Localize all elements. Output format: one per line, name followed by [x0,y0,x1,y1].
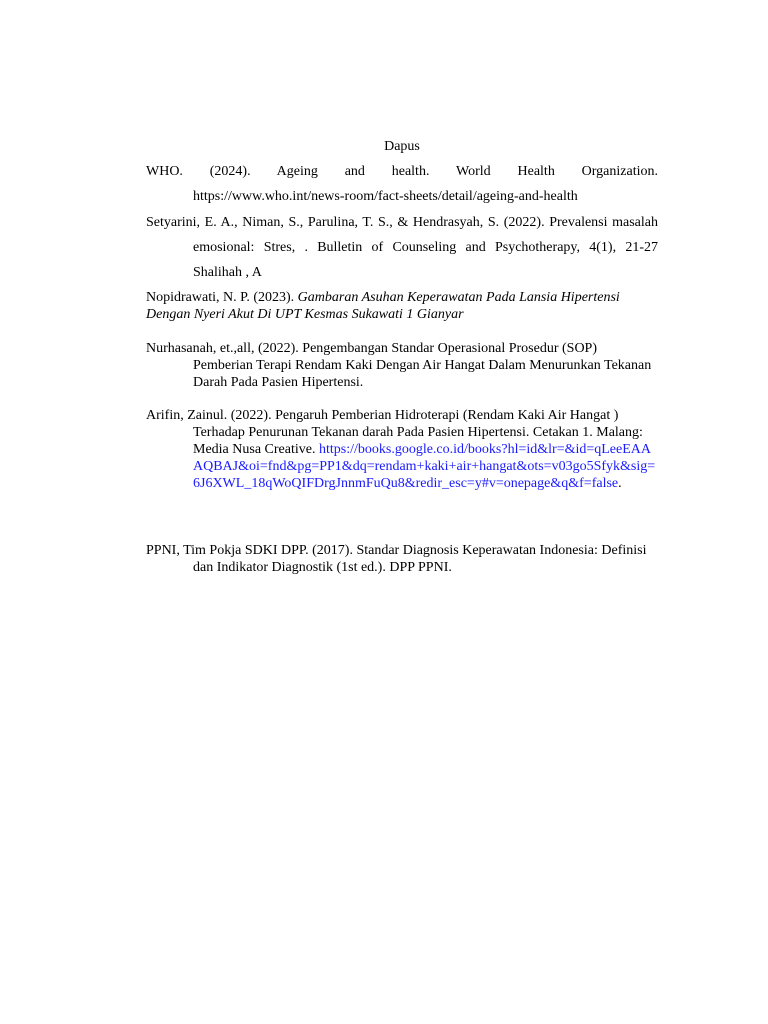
reference-who-lead: WHO. (2024). Ageing and health. World Health Organization. [146,164,658,179]
reference-who [146,159,658,209]
reference-setyarini: Setyarini, E. A., Niman, S., Parulina, T. S., & Hendrasyah, S. (2022). Prevalensi masalah emosional: Stres, . Bulletin of Counseling and Psychotherapy, 4(1), 21-27 Shalihah , A [146,215,658,280]
reference-arifin-tail: . [618,476,622,491]
reference-nurhasanah: Nurhasanah, et.,all, (2022). Pengembangan Standar Operasional Prosedur (SOP) Pemberian Terapi Rendam Kaki Dengan Air Hangat Dalam Menurunkan Tekanan Darah Pada Pasien Hipertensi. [146,341,652,390]
reference-arifin-text: Arifin, Zainul. (2022). Pengaruh Pemberian Hidroterapi (Rendam Kaki Air Hangat ) Terhadap Penurunan Tekanan darah Pada Pasien Hipertensi. Cetakan 1. Malang: Media Nusa Creative. [146,408,643,457]
reference-arifin-link[interactable]: https://books.google.co.id/books?hl=id&lr=&id=qLeeEAAAQBAJ&oi=fnd&pg=PP1&dq=rendam+kaki+air+hangat&ots=v03go5Sfyk&sig=6J6XWL_18qWoQIFDrgJnnmFuQu8&redir_esc=y#v=onepage&q&f=false [193,442,656,491]
reference-ppni: PPNI, Tim Pokja SDKI DPP. (2017). Standar Diagnosis Keperawatan Indonesia: Definisi dan Indikator Diagnostik (1st ed.). DPP PPNI. [146,543,647,575]
reference-arifin [146,407,658,492]
reference-who-url: https://www.who.int/news-room/fact-sheets/detail/ageing-and-health [193,189,578,204]
reference-nopidrawati-title: Gambaran Asuhan Keperawatan Pada Lansia Hipertensi Dengan Nyeri Akut Di UPT Kesmas Sukawati 1 Gianyar [146,290,620,322]
bibliography-heading: Dapus [384,139,420,154]
reference-nopidrawati-author: Nopidrawati, N. P. (2023). [146,290,298,305]
reference-nopidrawati [146,289,658,323]
